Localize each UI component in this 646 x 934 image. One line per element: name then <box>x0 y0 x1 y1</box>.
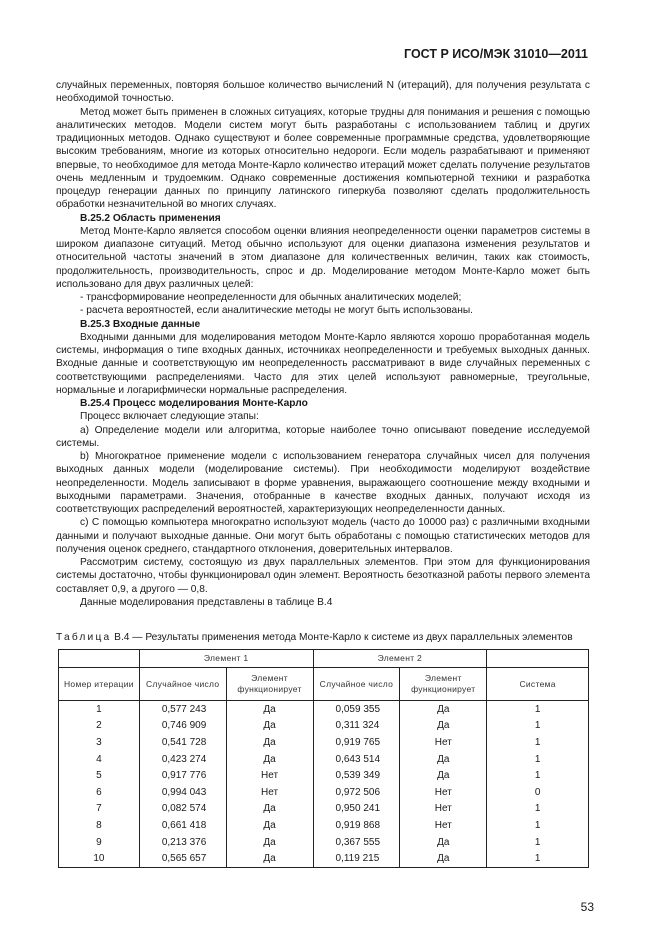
table-cell: 0,994 043 <box>139 784 226 801</box>
table-cell: Да <box>400 718 487 735</box>
table-row <box>59 701 589 718</box>
section-heading: В.25.2 Область применения <box>80 212 221 224</box>
table-cell: 0,082 574 <box>139 801 226 818</box>
table-cell: 1 <box>487 751 589 768</box>
table-cell: Да <box>226 817 313 834</box>
table-caption <box>56 631 590 644</box>
table-cell: 0,213 376 <box>139 834 226 851</box>
table-cell: Нет <box>400 784 487 801</box>
table-row <box>59 751 589 768</box>
page-number: 53 <box>580 899 594 914</box>
paragraph: Данные моделирования представлены в таблице В.4 <box>80 596 333 608</box>
table-cell: Нет <box>400 734 487 751</box>
header-empty <box>59 650 140 668</box>
column-header: Случайное число <box>139 668 226 701</box>
column-header: Случайное число <box>313 668 400 701</box>
paragraph: - расчета вероятностей, если аналитические методы не могут быть использованы. <box>80 305 473 317</box>
table-cell: 0,972 506 <box>313 784 400 801</box>
group-header-element-1: Элемент 1 <box>139 650 313 668</box>
table-cell: 1 <box>487 701 589 718</box>
document-body <box>56 79 590 609</box>
table-cell: 0 <box>487 784 589 801</box>
table-cell: 0,919 868 <box>313 817 400 834</box>
table-row <box>59 767 589 784</box>
group-header-element-2: Элемент 2 <box>313 650 487 668</box>
table-cell: Да <box>226 850 313 867</box>
column-header: Система <box>487 668 589 701</box>
table-cell: 0,367 555 <box>313 834 400 851</box>
table-cell: 9 <box>59 834 140 851</box>
table-cell: Нет <box>226 767 313 784</box>
column-header: Номер итерации <box>59 668 140 701</box>
table-row <box>59 850 589 867</box>
paragraph: - трансформирование неопределенности для обычных аналитических моделей; <box>80 292 462 303</box>
table-caption-text: В.4 — Результаты применения метода Монте-Карло к системе из двух параллельных элементов <box>111 632 573 643</box>
table-cell: Да <box>400 751 487 768</box>
table-row <box>59 801 589 818</box>
table-cell: 0,643 514 <box>313 751 400 768</box>
table-cell: 0,919 765 <box>313 734 400 751</box>
table-cell: 0,119 215 <box>313 850 400 867</box>
table-caption-prefix: Таблица <box>56 632 112 643</box>
table-cell: 6 <box>59 784 140 801</box>
table-row <box>59 834 589 851</box>
table-cell: 0,917 776 <box>139 767 226 784</box>
table-row <box>59 817 589 834</box>
table-cell: 1 <box>487 834 589 851</box>
table-cell: Да <box>226 734 313 751</box>
paragraph: Входными данными для моделирования методом Монте-Карло являются хорошо проработанная модель системы, информация о типе входных данных, источниках неопределенности и требуемых выходных данных. Входные данные и соответствующую им неопределенность рассматривают в виде случайных переменных с соответствующими распределениями. Часто для этих целей используют равномерные, треугольные, нормальные и логарифмически нормальные распределения. <box>56 331 590 396</box>
table-cell: Да <box>226 801 313 818</box>
section-heading: В.25.4 Процесс моделирования Монте-Карло <box>80 398 308 409</box>
table-cell: 1 <box>487 734 589 751</box>
paragraph: случайных переменных, повторяя большое количество вычислений N (итераций), для получения результата с необходимой точностью. <box>56 80 590 105</box>
table-cell: 0,661 418 <box>139 817 226 834</box>
column-header: Элемент функционирует <box>400 668 487 701</box>
table-cell: 0,311 324 <box>313 718 400 735</box>
table-cell: Да <box>400 767 487 784</box>
table-cell: Да <box>226 701 313 718</box>
table-cell: 5 <box>59 767 140 784</box>
table-cell: Да <box>400 701 487 718</box>
table-cell: 4 <box>59 751 140 768</box>
table-row <box>59 718 589 735</box>
table-cell: 0,565 657 <box>139 850 226 867</box>
paragraph: a) Определение модели или алгоритма, которые наиболее точно описывают поведение исследуемой системы. <box>56 424 590 449</box>
table-cell: Да <box>400 834 487 851</box>
table-cell: 1 <box>59 701 140 718</box>
section-heading: В.25.3 Входные данные <box>80 318 201 330</box>
table-cell: Нет <box>400 817 487 834</box>
table-cell: Нет <box>400 801 487 818</box>
table-cell: 10 <box>59 850 140 867</box>
table-cell: 0,541 728 <box>139 734 226 751</box>
table-cell: 1 <box>487 817 589 834</box>
document-header: ГОСТ Р ИСО/МЭК 31010—2011 <box>404 47 588 61</box>
paragraph: Метод Монте-Карло является способом оценки влияния неопределенности оценки параметров системы в широком диапазоне ситуаций. Метод обычно используют для оценки диапазона изменения результатов и относительной частоты значений в этом диапазоне для количественных величин, таких как стоимость, продолжительность, производительность, спрос и др. Моделирование методом Монте-Карло может быть использовано для двух различных целей: <box>56 225 590 290</box>
paragraph: Процесс включает следующие этапы: <box>80 411 259 423</box>
results-table <box>58 649 589 868</box>
table-cell: 1 <box>487 801 589 818</box>
table-cell: 0,059 355 <box>313 701 400 718</box>
table-cell: 0,423 274 <box>139 751 226 768</box>
table-cell: Нет <box>226 784 313 801</box>
table-cell: 0,577 243 <box>139 701 226 718</box>
table-cell: 7 <box>59 801 140 818</box>
table-cell: 2 <box>59 718 140 735</box>
paragraph: Рассмотрим систему, состоящую из двух параллельных элементов. При этом для функционирования системы достаточно, чтобы функционировал один элемент. Вероятность безотказной работы первого элемента составляет 0,9, а другого — 0,8. <box>56 557 590 595</box>
table-cell: 0,539 349 <box>313 767 400 784</box>
table-cell: 0,950 241 <box>313 801 400 818</box>
table-cell: Да <box>226 834 313 851</box>
table-cell: Да <box>400 850 487 867</box>
table-cell: Да <box>226 718 313 735</box>
paragraph: c) С помощью компьютера многократно используют модель (часто до 10000 раз) с различными входными данными и получают выходные данные. Они могут быть обработаны с помощью статистических методов для получения оценок среднего, стандартного отклонения, доверительных интервалов. <box>56 517 590 555</box>
header-empty <box>487 650 589 668</box>
table-cell: 3 <box>59 734 140 751</box>
table-row <box>59 784 589 801</box>
table-cell: 8 <box>59 817 140 834</box>
paragraph: b) Многократное применение модели с использованием генератора случайных чисел для получения выходных данных модели (моделирование системы). При необходимости моделируют воздействие неопределенности. Модель записывают в форме уравнения, выражающего соотношение между входными и выходными параметрами. Значения, отобранные в качестве входных данных, получают исходя из соответствующих распределений вероятностей, характеризующих неопределенности данных. <box>56 451 590 515</box>
table-cell: 1 <box>487 718 589 735</box>
table-cell: 1 <box>487 767 589 784</box>
table-cell: 1 <box>487 850 589 867</box>
table-cell: 0,746 909 <box>139 718 226 735</box>
table-row <box>59 734 589 751</box>
table-cell: Да <box>226 751 313 768</box>
column-header: Элемент функционирует <box>226 668 313 701</box>
paragraph: Метод может быть применен в сложных ситуациях, которые трудны для понимания и решения с помощью аналитических методов. Модели систем могут быть разработаны с использованием таблиц и других традиционных методов. Однако существуют и более современные программные средства, удовлетворяющие высоким требованиям, многие из которых относительно недороги. Если модель разрабатывают и применяют впервые, то необходимое для метода Монте-Карло количество итераций может сделать получение результатов очень медленным и трудоемким. Однако современные достижения компьютерной техники и разработка процедур генерации данных по принципу латинского гиперкуба позволяют сделать продолжительность обработки незначительной во многих случаях. <box>56 106 590 211</box>
